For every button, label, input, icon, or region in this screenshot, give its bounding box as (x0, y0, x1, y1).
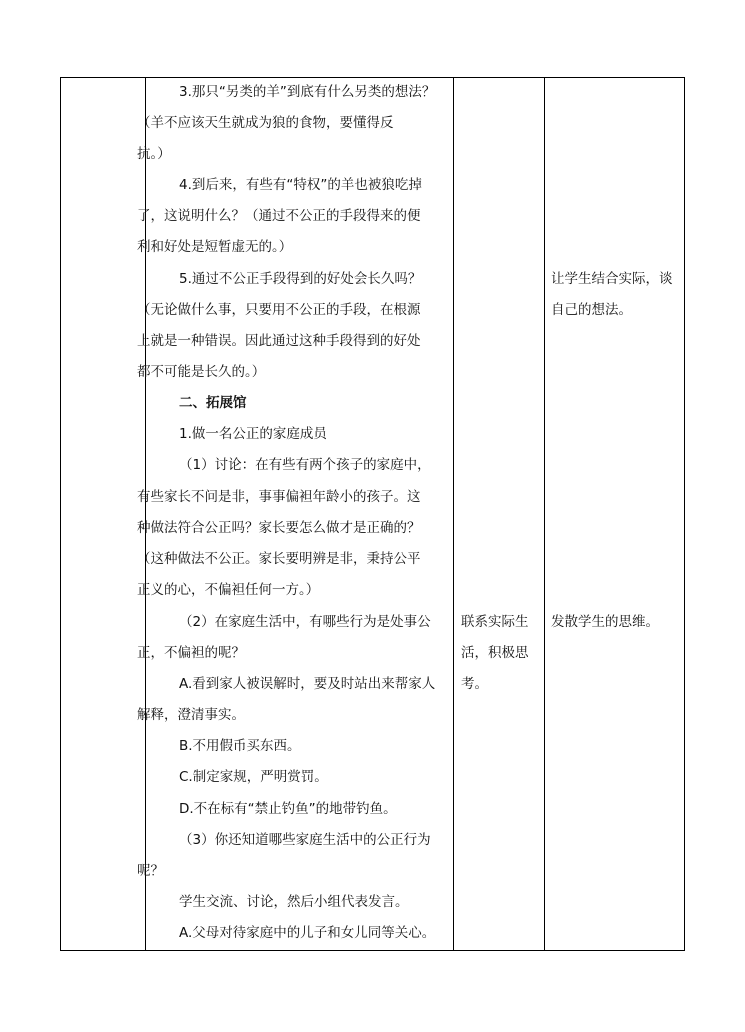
text-line: 让学生结合实际，谈 (551, 271, 673, 287)
column-divider-2 (453, 78, 454, 950)
text-line: C.制定家规，严明赏罚。 (179, 769, 328, 785)
text-line: 都不可能是长久的。） (137, 364, 266, 380)
text-line: 1.做一名公正的家庭成员 (179, 426, 327, 442)
text-line: 4.到后来，有些有“特权”的羊也被狼吃掉 (179, 177, 422, 193)
text-line: （这种做法不公正。家长要明辨是非，秉持公平 (137, 551, 421, 567)
text-line: 解释，澄清事实。 (137, 707, 245, 723)
lesson-plan-table (60, 77, 685, 951)
text-line: 活，积极思 (461, 645, 529, 661)
text-line: D.不在标有“禁止钓鱼”的地带钓鱼。 (179, 801, 397, 817)
text-line: 5.通过不公正手段得到的好处会长久吗？ (179, 271, 422, 287)
text-line: （无论做什么事，只要用不公正的手段，在根源 (137, 302, 421, 318)
text-line: A.父母对待家庭中的儿子和女儿同等关心。 (179, 925, 436, 941)
text-line: 抗。） (137, 146, 171, 162)
text-line: A.看到家人被误解时，要及时站出来帮家人 (179, 676, 436, 692)
text-line: B.不用假币买东西。 (179, 738, 301, 754)
text-line: （2）在家庭生活中，有哪些行为是处事公 (179, 614, 431, 630)
text-line: （1）讨论：在有些有两个孩子的家庭中， (179, 457, 431, 473)
text-line: 上就是一种错误。因此通过这种手段得到的好处 (137, 333, 421, 349)
text-line: 联系实际生 (461, 614, 529, 630)
text-line: 发散学生的思维。 (551, 614, 659, 630)
section-heading: 二、拓展馆 (179, 395, 247, 411)
text-line: （羊不应该天生就成为狼的食物，要懂得反 (137, 115, 394, 131)
text-line: 考。 (461, 676, 488, 692)
text-line: 呢？ (137, 863, 164, 879)
text-line: 正义的心，不偏袒任何一方。） (137, 582, 320, 598)
text-line: 有些家长不问是非，事事偏袒年龄小的孩子。这 (137, 489, 421, 505)
text-line: 利和好处是短暂虚无的。） (137, 239, 293, 255)
text-line: 正，不偏袒的呢？ (137, 645, 245, 661)
text-line: 了，这说明什么？（通过不公正的手段得来的便 (137, 208, 421, 224)
text-line: 3.那只“另类的羊”到底有什么另类的想法？ (179, 84, 436, 100)
column-divider-3 (544, 78, 545, 950)
text-line: 学生交流、讨论，然后小组代表发言。 (179, 894, 409, 910)
text-line: 种做法符合公正吗？家长要怎么做才是正确的？ (137, 520, 421, 536)
text-line: （3）你还知道哪些家庭生活中的公正行为 (179, 832, 431, 848)
text-line: 自己的想法。 (551, 302, 632, 318)
